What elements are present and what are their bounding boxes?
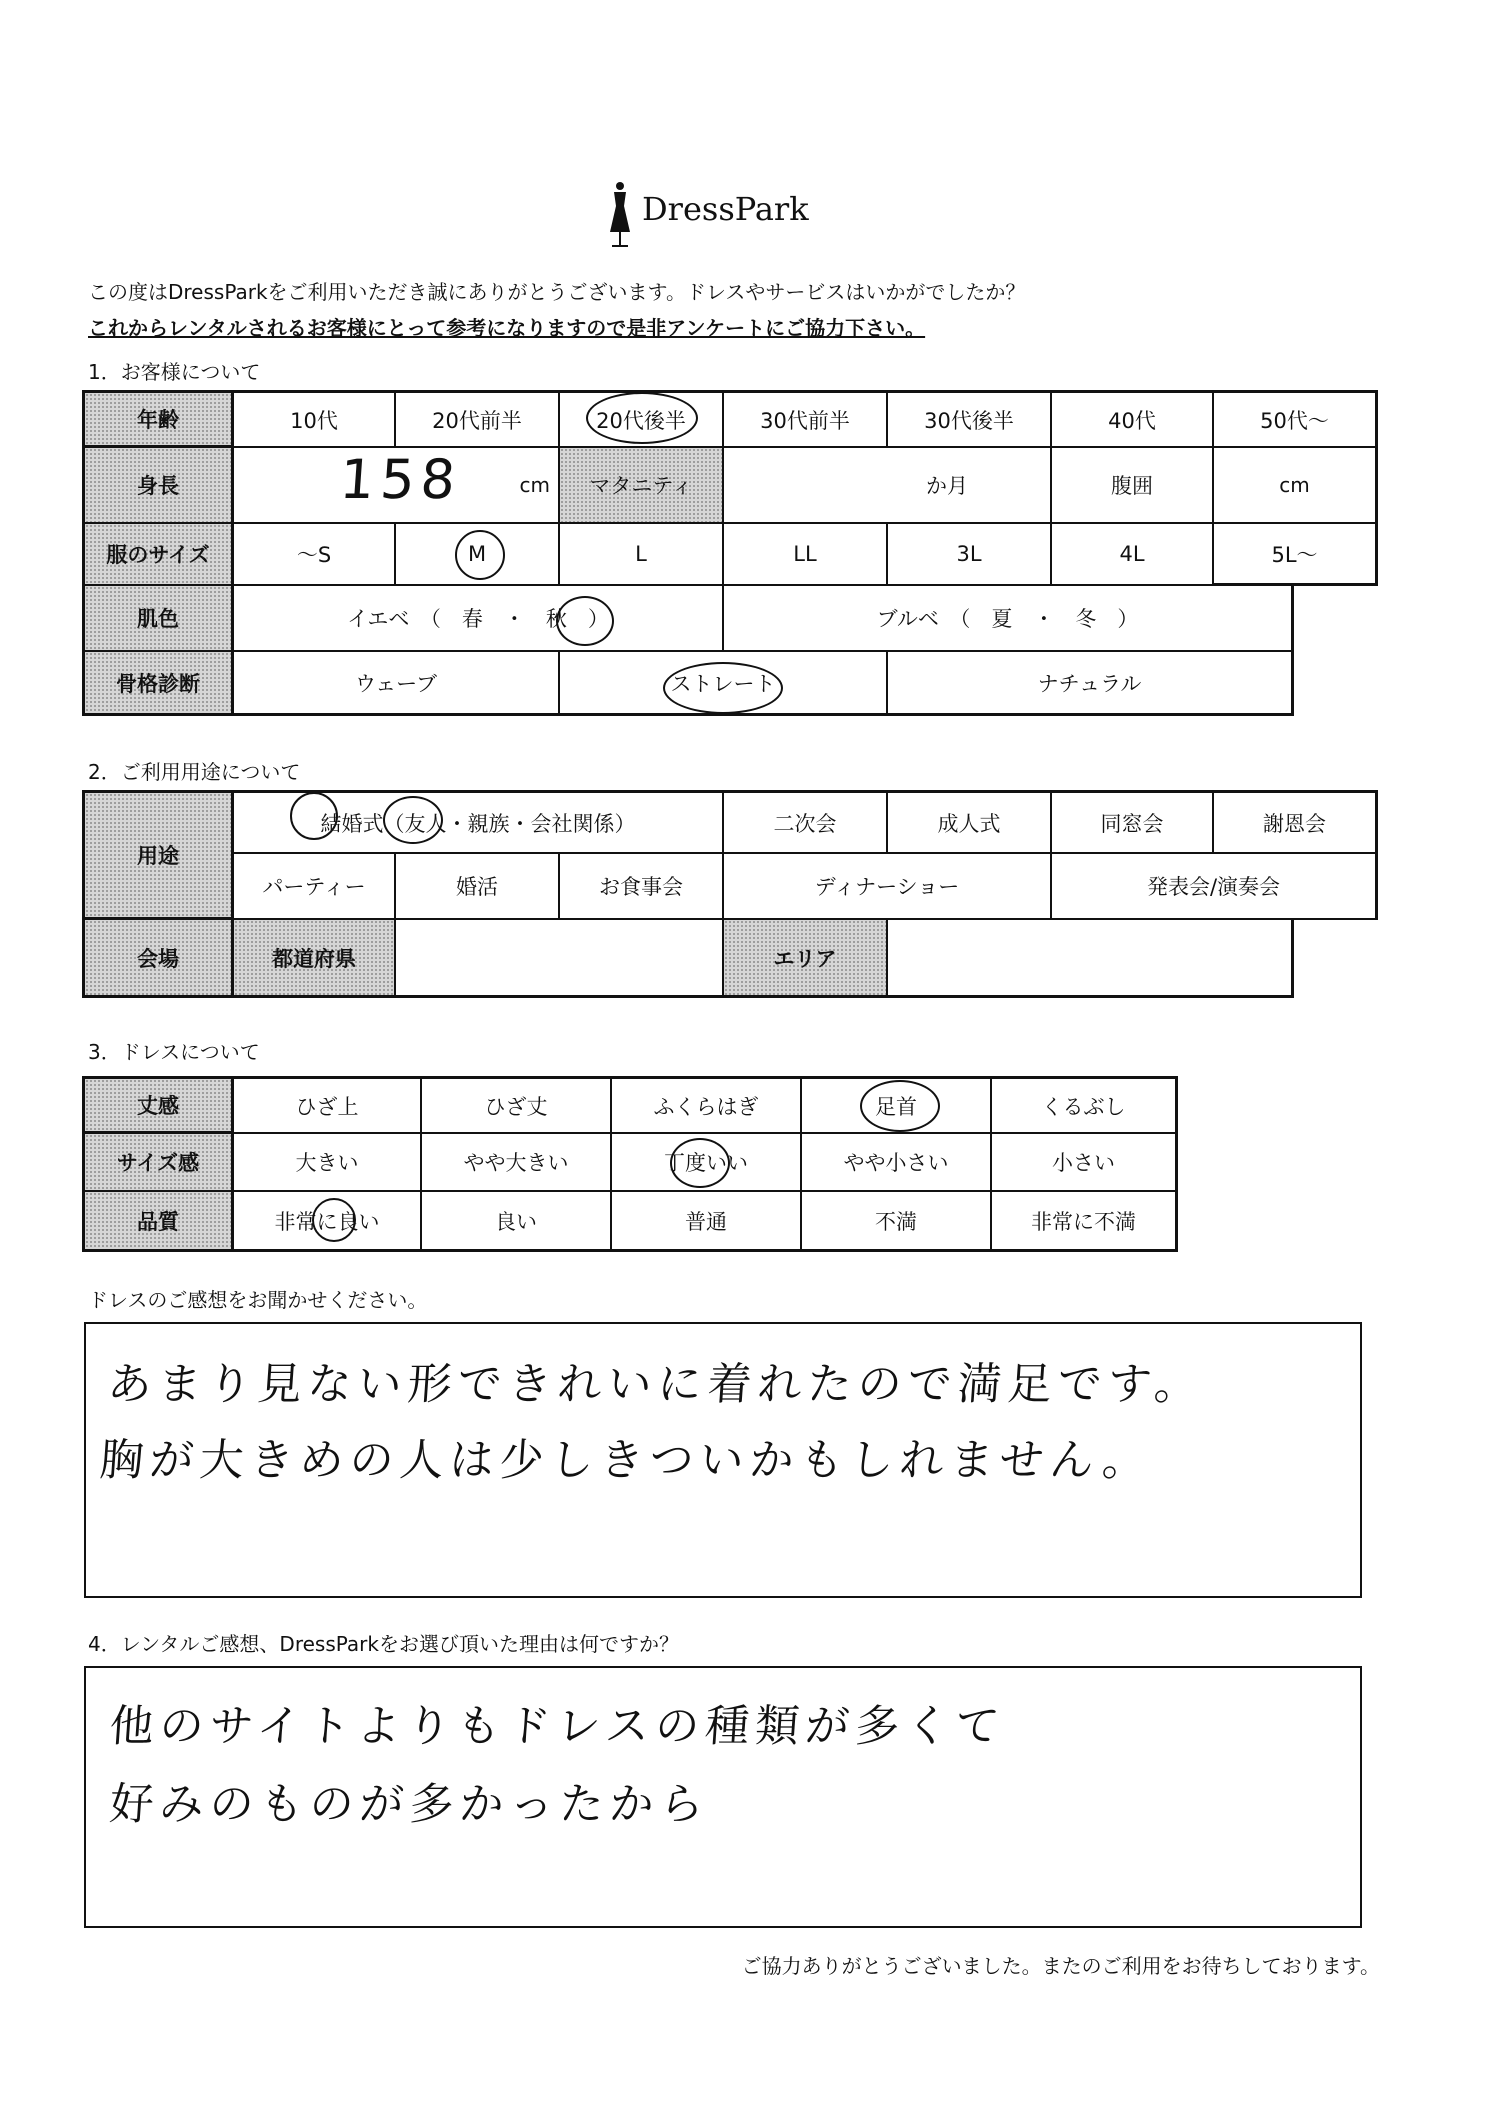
use-option[interactable]: パーティー — [234, 854, 396, 920]
waist-unit: cm — [1279, 473, 1310, 497]
use-label: 用途 — [82, 790, 234, 920]
size-option-selected[interactable]: M — [396, 524, 560, 586]
venue-label: 会場 — [82, 920, 234, 998]
quality-option-selected[interactable]: 非常に良い — [234, 1192, 422, 1252]
size-option[interactable]: L — [560, 524, 724, 586]
use-option[interactable]: 婚活 — [396, 854, 560, 920]
use-option[interactable]: 謝恩会 — [1214, 790, 1378, 854]
prefecture-label: 都道府県 — [234, 920, 396, 998]
dress-table — [82, 1076, 1182, 1256]
fit-option-selected[interactable]: 丁度いい — [612, 1134, 802, 1192]
impression-handwritten-line2: 胸が大きめの人は少しきついかもしれません。 — [97, 1435, 1155, 1486]
reason-handwritten-line1: 他のサイトよりもドレスの種類が多くて — [107, 1701, 1008, 1752]
footer-thanks: ご協力ありがとうございました。またのご利用をお待ちしております。 — [741, 1954, 1380, 1978]
use-option[interactable]: 二次会 — [724, 790, 888, 854]
age-option-selected[interactable]: 20代後半 — [560, 390, 724, 448]
dress-silhouette-icon — [600, 180, 640, 250]
skin-yellow-base[interactable]: イエベ （ 春 ・ 秋 ） — [234, 586, 724, 652]
length-option[interactable]: ふくらはぎ — [612, 1076, 802, 1134]
impression-answer-box[interactable] — [84, 1322, 1362, 1598]
intro-line-2: これからレンタルされるお客様にとって参考になりますので是非アンケートにご協力下さい。 — [88, 316, 926, 340]
quality-option[interactable]: 普通 — [612, 1192, 802, 1252]
age-option[interactable]: 20代前半 — [396, 390, 560, 448]
length-option[interactable]: ひざ丈 — [422, 1076, 612, 1134]
maternity-label: マタニティ — [560, 448, 724, 524]
use-option[interactable]: 成人式 — [888, 790, 1052, 854]
fit-option[interactable]: 大きい — [234, 1134, 422, 1192]
size-option[interactable]: 4L — [1052, 524, 1214, 586]
length-option[interactable]: ひざ上 — [234, 1076, 422, 1134]
bone-option[interactable]: ナチュラル — [888, 652, 1294, 716]
use-option[interactable]: ディナーショー — [724, 854, 1052, 920]
waist-field[interactable] — [1214, 448, 1378, 524]
section3-title: 3．ドレスについて — [88, 1040, 260, 1064]
bone-option[interactable]: ウェーブ — [234, 652, 560, 716]
quality-option[interactable]: 良い — [422, 1192, 612, 1252]
waist-label: 腹囲 — [1052, 448, 1214, 524]
customer-info-table — [82, 390, 1382, 722]
use-option[interactable]: 同窓会 — [1052, 790, 1214, 854]
fit-option[interactable]: 小さい — [992, 1134, 1178, 1192]
intro-line-1: この度はDressParkをご利用いただき誠にありがとうございます。ドレスやサービスはいかがでしたか？ — [88, 280, 1026, 304]
quality-label: 品質 — [82, 1192, 234, 1252]
skin-blue-base[interactable]: ブルベ （ 夏 ・ 冬 ） — [724, 586, 1294, 652]
bone-label: 骨格診断 — [82, 652, 234, 716]
reason-handwritten-line2: 好みのものが多かったから — [107, 1779, 712, 1830]
age-option[interactable]: 50代～ — [1214, 390, 1378, 448]
quality-option[interactable]: 不満 — [802, 1192, 992, 1252]
impression-handwritten-line1: あまり見ない形できれいに着れたので満足です。 — [105, 1359, 1206, 1410]
usage-table — [82, 790, 1382, 1002]
use-wedding[interactable]: 結婚式（友人・親族・会社関係） — [234, 790, 724, 854]
size-option[interactable]: 5L～ — [1214, 524, 1378, 586]
use-option[interactable]: お食事会 — [560, 854, 724, 920]
section1-title: 1．お客様について — [88, 360, 261, 384]
dresspark-logo — [600, 180, 860, 250]
length-option[interactable]: くるぶし — [992, 1076, 1178, 1134]
prefecture-field[interactable] — [396, 920, 724, 998]
fit-label: サイズ感 — [82, 1134, 234, 1192]
months-unit: か月 — [926, 474, 968, 498]
impression-prompt: ドレスのご感想をお聞かせください。 — [88, 1288, 428, 1312]
length-option-selected[interactable]: 足首 — [802, 1076, 992, 1134]
logo-text: DressPark — [642, 190, 809, 228]
size-option[interactable]: 3L — [888, 524, 1052, 586]
age-option[interactable]: 30代前半 — [724, 390, 888, 448]
section2-title: 2．ご利用用途について — [88, 760, 301, 784]
quality-option[interactable]: 非常に不満 — [992, 1192, 1178, 1252]
size-label: 服のサイズ — [82, 524, 234, 586]
age-option[interactable]: 10代 — [234, 390, 396, 448]
height-handwritten: 158 — [337, 448, 464, 511]
section4-title: 4．レンタルご感想、DressParkをお選び頂いた理由は何ですか？ — [88, 1632, 679, 1656]
area-field[interactable] — [888, 920, 1294, 998]
length-label: 丈感 — [82, 1076, 234, 1134]
use-option[interactable]: 発表会/演奏会 — [1052, 854, 1378, 920]
fit-option[interactable]: やや大きい — [422, 1134, 612, 1192]
area-label: エリア — [724, 920, 888, 998]
bone-option-selected[interactable]: ストレート — [560, 652, 888, 716]
reason-answer-box[interactable] — [84, 1666, 1362, 1928]
age-option[interactable]: 30代後半 — [888, 390, 1052, 448]
size-option[interactable]: LL — [724, 524, 888, 586]
skin-label: 肌色 — [82, 586, 234, 652]
height-label: 身長 — [82, 448, 234, 524]
age-option[interactable]: 40代 — [1052, 390, 1214, 448]
maternity-months-field[interactable] — [724, 448, 1052, 524]
age-label: 年齢 — [82, 390, 234, 448]
fit-option[interactable]: やや小さい — [802, 1134, 992, 1192]
height-unit: cm — [519, 473, 550, 497]
size-option[interactable]: ～S — [234, 524, 396, 586]
